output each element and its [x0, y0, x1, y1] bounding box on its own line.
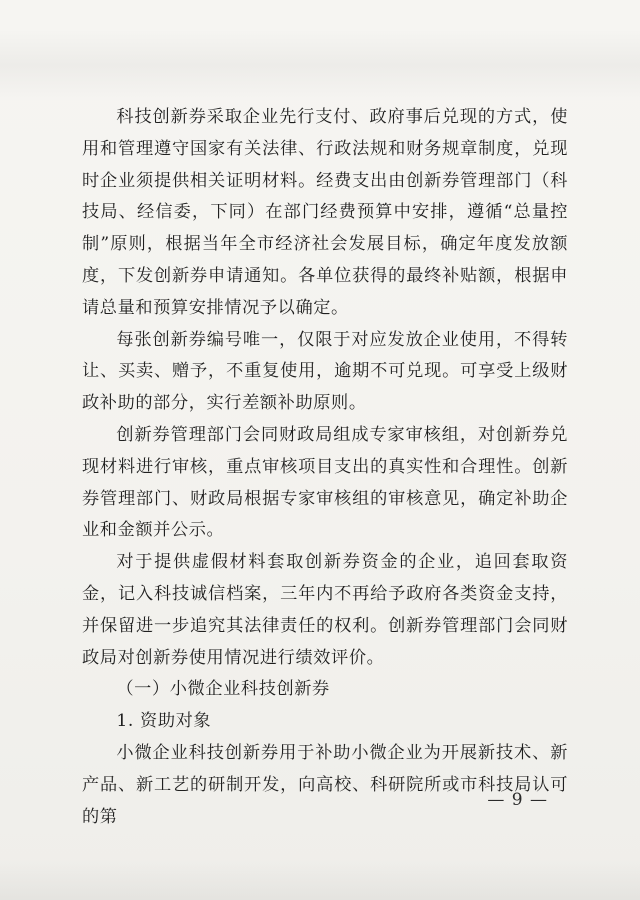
paragraph-review-process: 创新券管理部门会同财政局组成专家审核组，对创新券兑现材料进行审核，重点审核项目支出的真实性和合理性。创新券管理部门、财政局根据专家审核组的审核意见，确定补助企业和金额并公示。: [82, 424, 568, 541]
scan-shadow: [0, 30, 640, 100]
scan-bottom-shade: [0, 860, 640, 900]
document-body: [82, 102, 568, 833]
page-number: — 9 —: [487, 790, 548, 810]
paragraph-funding-target: 小微企业科技创新券用于补助小微企业为开展新技术、新产品、新工艺的研制开发，向高校、科研院所或市科技局认可的第: [82, 742, 568, 827]
paragraph-payment-method: 科技创新券采取企业先行支付、政府事后兑现的方式，使用和管理遵守国家有关法律、行政法规和财务规章制度，兑现时企业须提供相关证明材料。经费支出由创新券管理部门（科技局、经信委，下同）在部门经费预算中安排，遵循“总量控制”原则，根据当年全市经济社会发展目标，确定年度发放额度，下发创新券申请通知。各单位获得的最终补贴额，根据申请总量和预算安排情况予以确定。: [82, 107, 568, 318]
paragraph-penalties: 对于提供虚假材料套取创新券资金的企业，追回套取资金，记入科技诚信档案，三年内不再给予政府各类资金支持，并保留进一步追究其法律责任的权利。创新券管理部门会同财政局对创新券使用情况进行绩效评价。: [82, 552, 568, 668]
section-heading: （一）小微企业科技创新券: [116, 679, 330, 700]
paragraph-voucher-usage: 每张创新券编号唯一，仅限于对应发放企业使用，不得转让、买卖、赠予，不重复使用，逾期不可兑现。可享受上级财政补助的部分，实行差额补助原则。: [82, 329, 568, 414]
subsection-heading: 1. 资助对象: [116, 711, 212, 732]
